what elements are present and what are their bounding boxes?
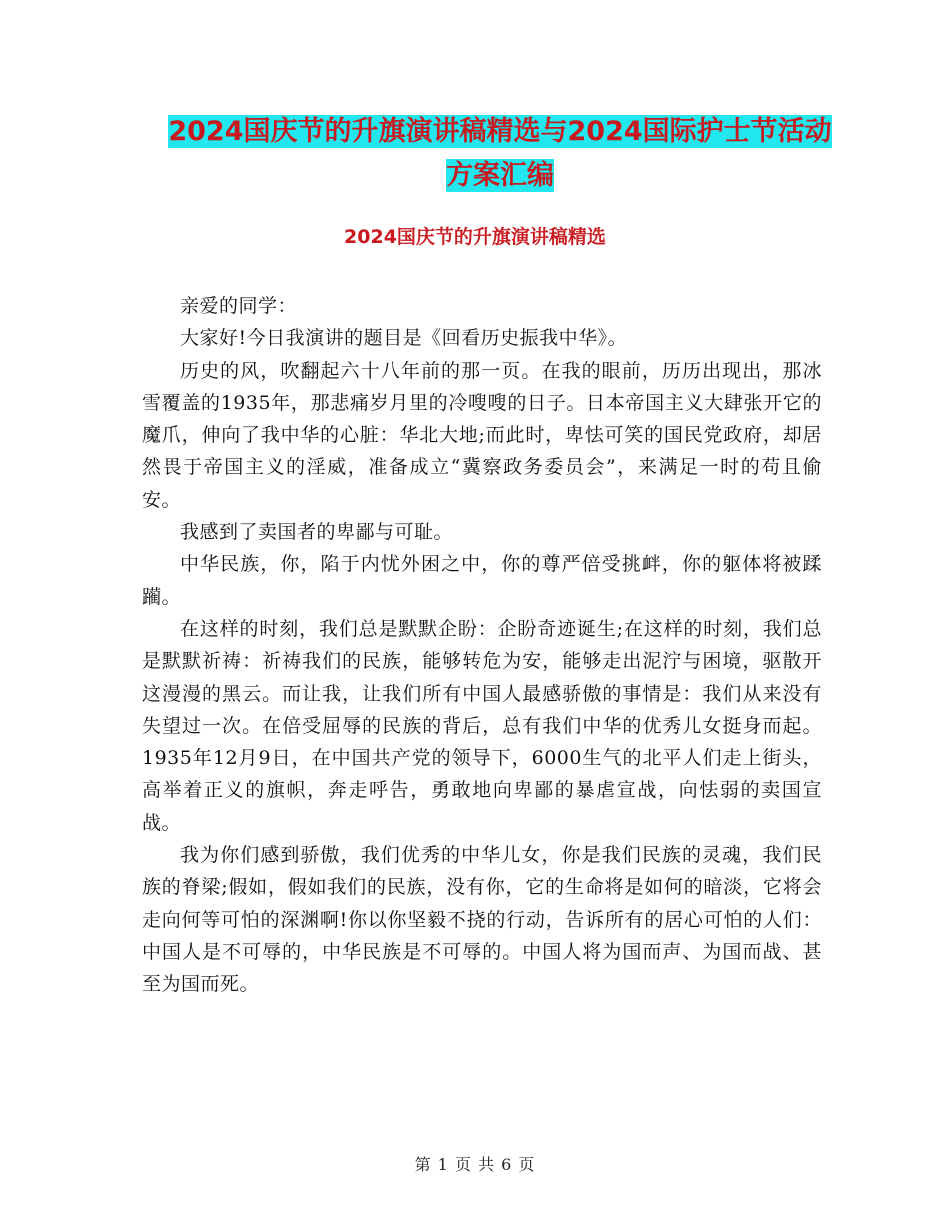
- document-title: [150, 110, 850, 198]
- section-title: 2024国庆节的升旗演讲稿精选: [344, 226, 606, 248]
- paragraph: 中华民族，你，陷于内忧外困之中，你的尊严倍受挑衅，你的躯体将被蹂躏。: [142, 553, 822, 608]
- paragraph: 大家好!今日我演讲的题目是《回看历史振我中华》。: [180, 327, 628, 350]
- paragraph: 我为你们感到骄傲，我们优秀的中华儿女，你是我们民族的灵魂，我们民族的脊梁;假如，假如我们的民族，没有你，它的生命将是如何的暗淡，它将会走向何等可怕的深渊啊!你以你坚毅不挠的行动，告诉所有的居心可怕的人们：中国人是不可辱的，中华民族是不可辱的。中国人将为国而声、为国而战、甚至为国而死。: [142, 844, 822, 996]
- paragraph: 在这样的时刻，我们总是默默企盼：企盼奇迹诞生;在这样的时刻，我们总是默默祈祷：祈祷我们的民族，能够转危为安，能够走出泥泞与困境，驱散开这漫漫的黑云。而让我，让我们所有中国人最感骄傲的事情是：我们从来没有失望过一次。在倍受屈辱的民族的背后，总有我们中华的优秀儿女挺身而起。1935年12月9日，在中国共产党的领导下，6000生气的北平人们走上街头，高举着正义的旗帜，奔走呼告，勇敢地向卑鄙的暴虐宣战，向怯弱的卖国宣战。: [142, 617, 822, 834]
- body-text: [142, 290, 822, 1001]
- paragraph: 我感到了卖国者的卑鄙与可耻。: [180, 521, 454, 544]
- paragraph: 历史的风，吹翻起六十八年前的那一页。在我的眼前，历历出现出，那冰雪覆盖的1935年，那悲痛岁月里的冷嗖嗖的日子。日本帝国主义大肆张开它的魔爪，伸向了我中华的心脏：华北大地;而此时，卑怯可笑的国民党政府，却居然畏于帝国主义的淫威，准备成立“冀察政务委员会”，来满足一时的苟且偷安。: [142, 359, 822, 511]
- document-title-line-1: 2024国庆节的升旗演讲稿精选与2024国际护士节活动: [168, 116, 832, 147]
- paragraph-greeting: 亲爱的同学：: [180, 295, 298, 317]
- document-title-line-2: 方案汇编: [446, 160, 554, 191]
- page-number-footer: 第 1 页 共 6 页: [414, 1155, 536, 1174]
